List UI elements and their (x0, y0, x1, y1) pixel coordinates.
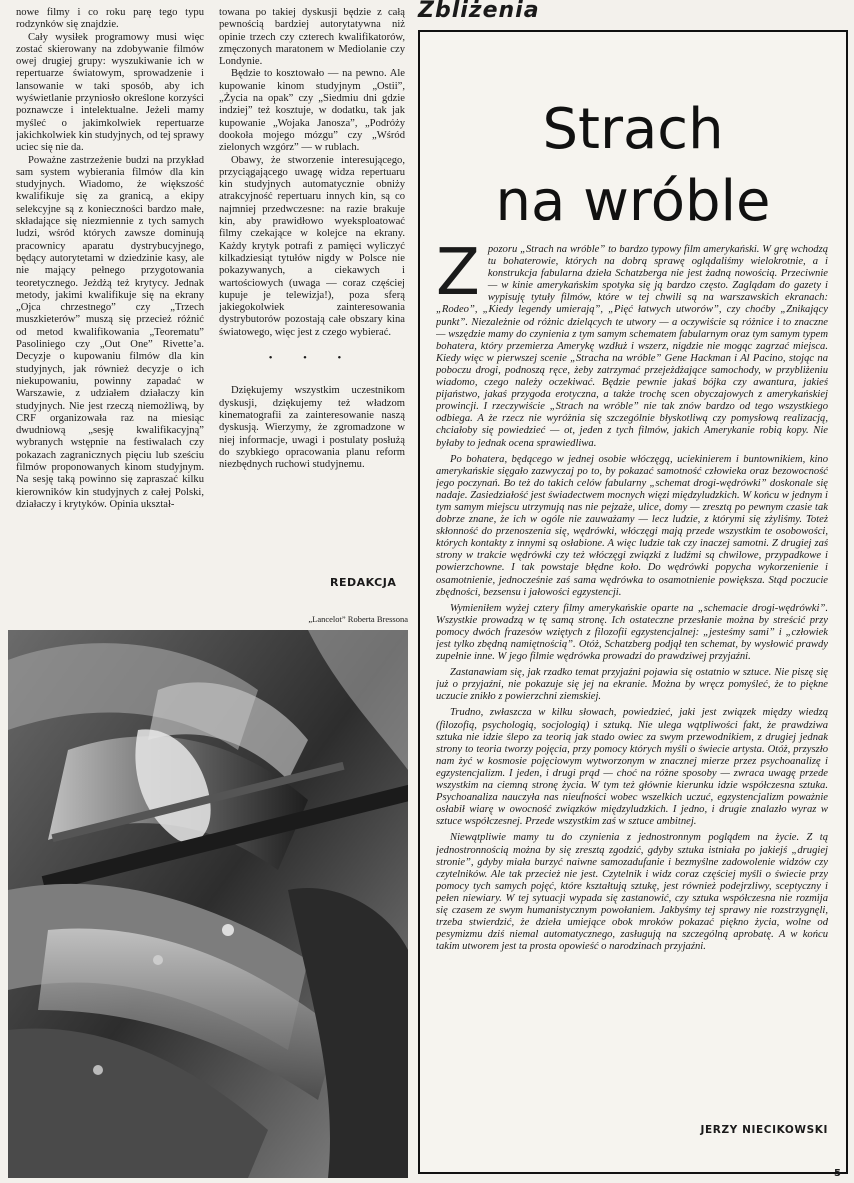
armor-photo-illustration (8, 630, 408, 1178)
paragraph: Niewątpliwie mamy tu do czynienia z jednostronnym poglądem na życie. Z tą jednostronnością można by się zresztą zgodzić, gdyby sztuka istniała po jakiejś „drugiej stronie”, gdyby miała burzyć naiwne samozadufanie i bezmyślne zadowolenie widzów czy czytelników. Ale tak przecież nie jest. Czytelnik i widz coraz częściej myśli o świecie przy pomocy tych samych pojęć, które kształtują sztukę, jest również podejrzliwy, sceptyczny i pełen niewiary. W tej sytuacji wypada się zastanowić, czy sztuka współczesna nie rozmija się czasem ze swym humanistycznym powołaniem. Jakbyśmy tej sprawy nie rozstrzygnęli, trzeba stwierdzić, że dzieła umiejące obok mroków pokazać piękno życia, wolne od pesymizmu dziś niemal automatycznego, zasługują na szczególną aprobatę. A w końcu takim utworem jest ta prosta opowieść o narodzinach przyjaźni. (436, 832, 828, 953)
article-body (436, 244, 828, 1140)
section-masthead: Zbliżenia (418, 0, 540, 23)
section-divider: • • • (268, 353, 356, 365)
article-title (420, 94, 846, 238)
title-line-2: na wróble (495, 169, 771, 234)
left-column-1 (16, 7, 204, 619)
photo-caption: „Lancelot” Roberta Bressona (308, 614, 408, 624)
paragraph: Trudno, zwłaszcza w kilku słowach, powiedzieć, jaki jest związek między wiedzą (filozofią, psychologią, socjologią) i sztuką. Nie ulega wątpliwości fakt, że prawdziwa sztuka nie idzie ślepo za teorią jak stado owiec za swym przewodnikiem, z drugiej jednak strony to teoria tworzy pojęcia, przy pomocy których myśli o świecie artysta. Otóż, przyszło nam żyć w kosmosie pojęciowym wytworzonym w znacznej mierze przez psychoanalizę i egzystencjalizm. I jeden, i drugi prąd — choć na różne sposoby — zwraca uwagę przede wszystkim na ciemną stronę życia. W tym też głównie kierunku idzie współczesna sztuka. Psychoanaliza nauczyła nas nieufności wobec wszelkich uczuć, egzystencjalizm poważnie osłabił wiarę w owocność związków międzyludzkich. I jedno, i drugie znalazło wyraz w sztuce współczesnej. Przede wszystkim zaś w sztuce ambitnej. (436, 707, 828, 828)
title-line-1: Strach (542, 97, 724, 162)
paragraph: Będzie to kosztowało — na pewno. Ale kupowanie kinom studyjnym „Ostii”, „Życia na opak” czy „Siedmiu dni gdzie indziej” też kosztuje, w dodatku, tak jak kupowanie „Wojaka Janosza”, „Podróży dookoła mojego mózgu” czy „Wśród zielonych wzgórz” — w rublach. (219, 68, 405, 154)
paragraph: towana po takiej dyskusji będzie z całą pewnością bardziej autorytatywna niż opinie trzech czy czterech kwalifikatorów, zmęczonych maratonem w Mediolanie czy Londynie. (219, 7, 405, 68)
article-author: JERZY NIECIKOWSKI (700, 1124, 828, 1136)
paragraph: Poważne zastrzeżenie budzi na przykład sam system wybierania filmów dla kin studyjnych. Wiadomo, że większość kwalifikuje się za granicą, a ekipy selekcyjne są z konieczności bardzo małe, składające się niezmiennie z tych samych ludzi, wśród których zawsze dominują pracownicy aparatu dystrybucyjnego, będący autorytetami w dziedzinie kasy, ale nie mający pełnego przygotowania teoretycznego. Jeżdżą też krytycy. Jednak metody, jakimi kwalifikuje się na ekrany „Ojca chrzestnego” czy „Trzech muszkieterów” muszą się przecież różnić od metod kwalifikowania „Teorematu” Pasoliniego czy „Out One” Rivette’a. Decyzje o kupowaniu filmów dla kin studyjnych, jak również decyzje o ich niekupowaniu, powinny zapadać w Warszawie, z udziałem działaczy kin studyjnych. Nie jest rzeczą niemożliwą, by CRF organizowała raz na miesiąc dwudniową „sesję kwalifikacyjną” wybranych wstępnie na festiwalach czy pokazach zagranicznych pięciu lub sześciu filmów proponowanych kinom studyjnym. Na sesję taką powinno się zapraszać kilku kierowników kin studyjnych z całej Polski, działaczy i krytyków. Opinia ukształ- (16, 154, 204, 510)
film-still-photo (8, 630, 408, 1178)
paragraph-text: pozoru „Strach na wróble” to bardzo typowy film amerykański. W grę wchodzą tu bohaterowie, których na dobrą sprawę oglądaliśmy wielokrotnie, a i konstrukcja fabularna dzieła Schatzberga nie jest żadną nowością. Przeciwnie — w kinie amerykańskim spotyka się ją bardzo często. Zaglądam do gazety i wypisuję tytuły filmów, które w tej chwili są na warszawskich ekranach: „Rodeo”, „Kiedy legendy umierają”, „Pięć łatwych utworów”, czy choćby „Znikający punkt”. Niezależnie od różnic dzielących te utwory — a oczywiście są różnice i to znaczne — wszędzie mamy do czynienia z tym samym schematem fabularnym oraz tym samym typem bohatera, który przemierza Amerykę wzdłuż i wszerz, nigdzie nie mogąc zagrzać miejsca. Kiedy więc w pierwszej scenie „Stracha na wróble” Gene Hackman i Al Pacino, stojąc na poboczu drogi, podnoszą ręce, żeby zatrzymać przejeżdżające samochody, w przybliżeniu wiadomo, czego należy oczekiwać. Będzie pewnie jakaś bójka czy awantura, jakieś pijaństwo, jakaś przygoda erotyczna, a także trochę scen obyczajowych z amerykańskiej prowincji. I rzeczywiście „Strach na wróble” nie tak znów bardzo od tego wszystkiego odbiega. A że rzecz nie wyróżnia się szczególnie błyskotliwą czy pomysłową realizacją, chciałoby się powiedzieć — ot, jeden z tych filmów, jakich Amerykanie robią kopy. Nie byłaby to jednak ocena sprawiedliwa. (436, 244, 828, 449)
drop-cap: Z (436, 244, 480, 310)
paragraph: Wymieniłem wyżej cztery filmy amerykańskie oparte na „schemacie drogi-wędrówki”. Wszystkie prowadzą w tę samą stronę. Ich ostateczne przesłanie można by streścić przy pomocy dwóch frazesów wziętych z filozofii egzystencjalnej: „jesteśmy sami” i „człowiek jest tylko zbędną namiętnością”. Otóż, Schatzberg podjął ten schemat, by wysłowić prawdy zupełnie inne. W jego filmie wędrówka prowadzi do prawdziwej przyjaźni. (436, 602, 828, 663)
paragraph (436, 244, 828, 450)
page-number: 5 (834, 1168, 841, 1179)
paragraph: Cały wysiłek programowy musi więc zostać skierowany na zdobywanie filmów owej drugiej grupy: wyszukiwanie ich w repertuarze światowym, sprowadzenie i lansowanie w taki sposób, aby ich wyświetlanie przyniosło określone korzyści poznawcze i intelektualne. Jeżeli mamy myśleć o jakimkolwiek repertuarze jakichkolwiek kin studyjnych, od tej sprawy uciec się nie da. (16, 31, 204, 154)
article-frame (418, 30, 848, 1174)
paragraph: Zastanawiam się, jak rzadko temat przyjaźni pojawia się ostatnio w sztuce. Nie piszę się już o przyjaźni, nie pokazuje się jej na ekranie. Można by wręcz pomyśleć, że to piękne uczucie znikło z powierzchni ziemskiej. (436, 667, 828, 703)
paragraph: Po bohatera, będącego w jednej osobie włóczęgą, uciekinierem i buntownikiem, kino amerykańskie sięgało zazwyczaj po to, by pokazać samotność człowieka oraz bezowocność jego poczynań. Bo też do takich celów fabularny „schemat drogi-wędrówki” doskonale się nadaje. Zasiedziałość jest świadectwem mocnych więzi międzyludzkich. W końcu w jednym i tym samym miejscu utrzymują nas nie pejzaże, ulice, domy — zresztą po pewnym czasie tak dobrze znane, że ich w ogóle nie zauważamy — lecz ludzie, z którymi się zżyliśmy. Toteż skłonność do przenoszenia się, wędrówki, włóczęgi mają przede wszystkim te osobowości, których kontakty z innymi są osłabione. A więc ludzie tak czy inaczej samotni. Z drugiej zaś strony w trakcie wędrówki czy też włóczęgi związki z ludźmi są chwilowe, przypadkowe i powierzchowne. I tak powstaje błędne koło. Do wędrówki popycha wykorzenienie i osamotnienie, jednocześnie zaś sama wędrówka to osamotnienie powiększa. Stąd poczucie zbędności, bezsensu i jałowości egzystencji. (436, 453, 828, 598)
paragraph: Obawy, że stworzenie interesującego, przyciągającego uwagę widza repertuaru kin studyjnych automatycznie obniży atrakcyjność repertuaru innych kin, są co najmniej przedwczesne: na razie brakuje kin, aby prawidłowo wyeksploatować filmy czekające w kolejce na ekrany. Każdy krytyk potrafi z pamięci wyliczyć kilkadziesiąt tytułów nigdy w Polsce nie pokazywanych, a ciekawych i wartościowych (uwaga — coraz częściej kupuje je telewizja!), poza sferą jakiegokolwiek zainteresowania dystrybutorów pozostają całe obszary kina światowego, więc jest z czego wybierać. (219, 154, 405, 338)
paragraph: nowe filmy i co roku parę tego typu rodzynków się znajdzie. (16, 7, 204, 31)
editorial-signature: REDAKCJA (330, 576, 397, 589)
left-column-2 (219, 7, 405, 567)
paragraph: Dziękujemy wszystkim uczestnikom dyskusji, dziękujemy też władzom kinematografii za zainteresowanie naszą dyskusją. Wierzymy, że zgromadzone w niej informacje, uwagi i postulaty posłużą do szybkiego opracowania planu reform niezbędnych ruchowi studyjnemu. (219, 385, 405, 471)
